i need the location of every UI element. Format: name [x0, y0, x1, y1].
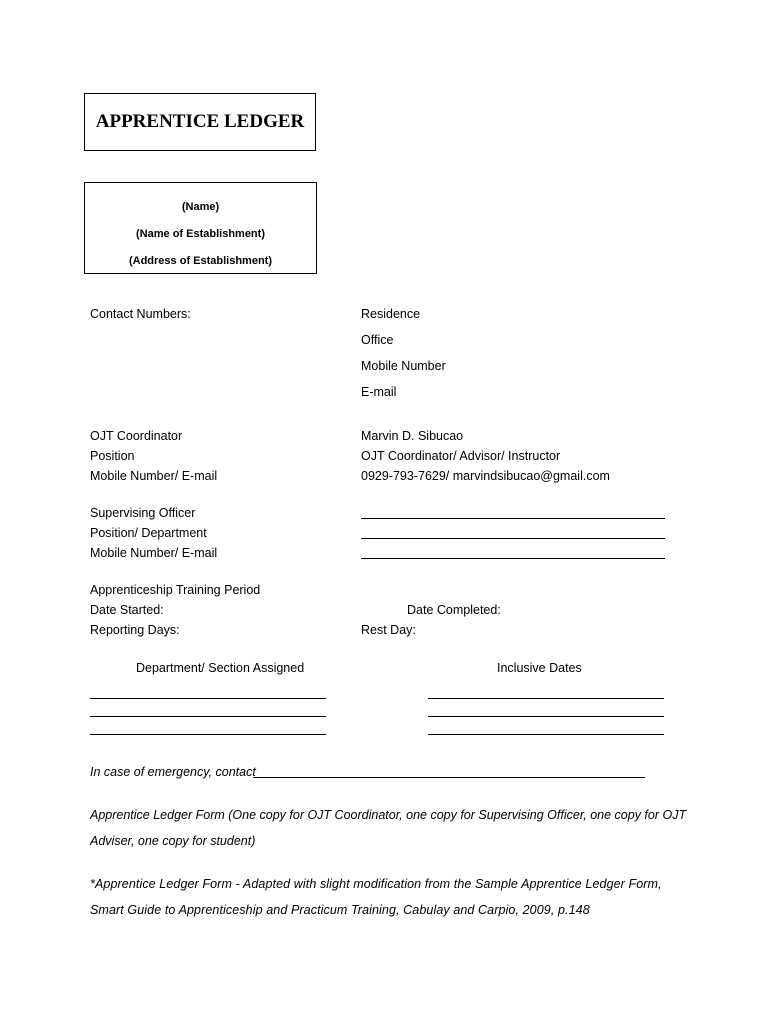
inclusive-dates-header: Inclusive Dates: [497, 661, 582, 675]
form-copies-note-line2: Adviser, one copy for student): [90, 834, 256, 848]
reporting-days-label: Reporting Days:: [90, 623, 180, 637]
supervisor-position-blank[interactable]: [361, 538, 665, 539]
source-footnote-line1: *Apprentice Ledger Form - Adapted with slight modification from the Sample Apprentice Ledger Form,: [90, 877, 662, 891]
apprentice-info-box: [84, 182, 317, 274]
email-label: E-mail: [361, 385, 397, 399]
inclusive-dates-blank[interactable]: [428, 716, 664, 717]
ojt-coordinator-label: OJT Coordinator: [90, 429, 183, 443]
ledger-title: APPRENTICE LEDGER: [95, 111, 305, 132]
ojt-coordinator-value: Marvin D. Sibucao: [361, 429, 464, 443]
apprentice-name-placeholder: (Name): [181, 201, 220, 213]
ojt-mobile-email-value: 0929-793-7629/ marvindsibucao@gmail.com: [361, 469, 610, 483]
department-blank[interactable]: [90, 716, 326, 717]
ojt-position-value: OJT Coordinator/ Advisor/ Instructor: [361, 449, 561, 463]
supervisor-mobile-email-blank[interactable]: [361, 558, 665, 559]
mobile-number-label: Mobile Number: [361, 359, 446, 373]
residence-label: Residence: [361, 307, 421, 321]
establishment-name-placeholder: (Name of Establishment): [136, 228, 265, 240]
department-section-header: Department/ Section Assigned: [136, 661, 305, 675]
ojt-position-label: Position: [90, 449, 135, 463]
form-copies-note-line1: Apprentice Ledger Form (One copy for OJT Coordinator, one copy for Supervising Officer, one copy for OJT: [90, 808, 687, 822]
emergency-contact-label: In case of emergency, contact: [90, 765, 256, 779]
inclusive-dates-blank[interactable]: [428, 698, 664, 699]
department-blank[interactable]: [90, 698, 326, 699]
source-footnote-line2: Smart Guide to Apprenticeship and Practicum Training, Cabulay and Carpio, 2009, p.148: [90, 903, 590, 917]
inclusive-dates-blank[interactable]: [428, 734, 664, 735]
training-period-label: Apprenticeship Training Period: [90, 583, 261, 597]
department-blank[interactable]: [90, 734, 326, 735]
date-started-label: Date Started:: [90, 603, 164, 617]
supervising-officer-blank[interactable]: [361, 518, 665, 519]
ledger-title-box: [84, 93, 316, 151]
establishment-address-placeholder: (Address of Establishment): [128, 255, 273, 267]
supervisor-position-label: Position/ Department: [90, 526, 207, 540]
supervisor-mobile-email-label: Mobile Number/ E-mail: [90, 546, 218, 560]
supervising-officer-label: Supervising Officer: [90, 506, 196, 520]
contact-numbers-label: Contact Numbers:: [90, 307, 191, 321]
emergency-contact-blank[interactable]: [253, 777, 645, 778]
ojt-mobile-email-label: Mobile Number/ E-mail: [90, 469, 218, 483]
rest-day-label: Rest Day:: [361, 623, 416, 637]
office-label: Office: [361, 333, 394, 347]
date-completed-label: Date Completed:: [407, 603, 501, 617]
